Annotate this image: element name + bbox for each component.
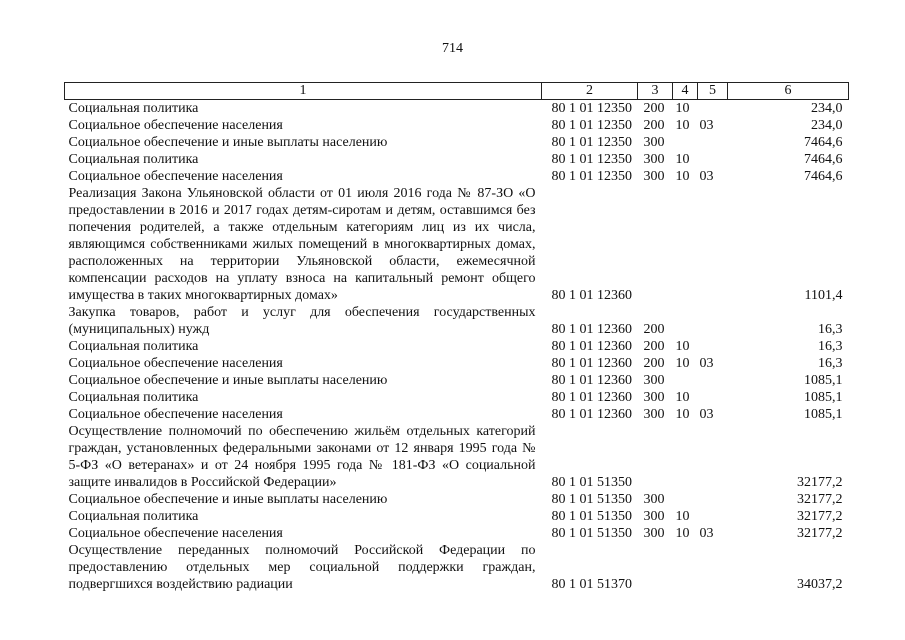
row-subsection: 03 bbox=[699, 526, 714, 541]
row-amount: 7464,6 bbox=[804, 169, 843, 184]
row-section: 10 bbox=[675, 339, 690, 354]
row-amount: 16,3 bbox=[818, 322, 843, 337]
row-section bbox=[673, 304, 698, 338]
row-section bbox=[673, 134, 698, 151]
row-subsection bbox=[698, 134, 728, 151]
row-target-code: 80 1 01 12350 bbox=[551, 152, 632, 167]
table-row bbox=[65, 338, 849, 355]
header-col-5: 5 bbox=[698, 83, 728, 100]
row-amount: 234,0 bbox=[811, 101, 843, 116]
row-target-code: 80 1 01 12360 bbox=[551, 390, 632, 405]
row-amount: 1101,4 bbox=[804, 288, 843, 303]
table-header bbox=[65, 83, 849, 100]
row-section: 10 bbox=[675, 356, 690, 371]
row-amount: 7464,6 bbox=[804, 135, 843, 150]
row-expense-type bbox=[638, 185, 673, 304]
row-name: Закупка товаров, работ и услуг для обеспечения государственных (муниципальных) нужд bbox=[68, 305, 536, 337]
row-target-code: 80 1 01 51370 bbox=[551, 577, 632, 592]
page-number: 714 bbox=[442, 41, 463, 56]
table-row bbox=[65, 372, 849, 389]
row-section: 10 bbox=[675, 407, 690, 422]
table-row bbox=[65, 151, 849, 168]
header-col-6: 6 bbox=[728, 83, 849, 100]
row-expense-type: 200 bbox=[643, 356, 665, 371]
row-expense-type: 300 bbox=[643, 152, 665, 167]
budget-table bbox=[64, 82, 849, 593]
table-row bbox=[65, 406, 849, 423]
table-row bbox=[65, 542, 849, 593]
header-col-4: 4 bbox=[673, 83, 698, 100]
row-amount: 32177,2 bbox=[797, 526, 843, 541]
row-name: Социальное обеспечение и иные выплаты населению bbox=[68, 492, 388, 507]
row-subsection bbox=[698, 389, 728, 406]
row-target-code: 80 1 01 12350 bbox=[551, 135, 632, 150]
table-row bbox=[65, 525, 849, 542]
row-subsection: 03 bbox=[699, 356, 714, 371]
budget-table-container bbox=[64, 82, 848, 593]
row-expense-type: 300 bbox=[643, 492, 665, 507]
row-name: Социальная политика bbox=[68, 390, 199, 405]
row-subsection: 03 bbox=[699, 407, 714, 422]
row-amount: 16,3 bbox=[818, 356, 843, 371]
row-subsection bbox=[698, 542, 728, 593]
row-amount: 32177,2 bbox=[797, 475, 843, 490]
row-target-code: 80 1 01 51350 bbox=[551, 509, 632, 524]
row-expense-type: 200 bbox=[643, 322, 665, 337]
row-amount: 234,0 bbox=[811, 118, 843, 133]
row-name: Социальная политика bbox=[68, 152, 199, 167]
row-subsection bbox=[698, 491, 728, 508]
header-col-1: 1 bbox=[65, 83, 542, 100]
row-target-code: 80 1 01 51350 bbox=[551, 475, 632, 490]
row-section bbox=[673, 491, 698, 508]
row-name: Социальное обеспечение населения bbox=[68, 526, 283, 541]
table-row bbox=[65, 423, 849, 491]
row-section: 10 bbox=[675, 152, 690, 167]
row-subsection: 03 bbox=[699, 169, 714, 184]
table-row bbox=[65, 389, 849, 406]
row-section: 10 bbox=[675, 118, 690, 133]
row-name: Социальная политика bbox=[68, 339, 199, 354]
row-expense-type: 300 bbox=[643, 407, 665, 422]
row-target-code: 80 1 01 12360 bbox=[551, 322, 632, 337]
row-name: Социальное обеспечение и иные выплаты населению bbox=[68, 373, 388, 388]
table-row bbox=[65, 304, 849, 338]
table-row bbox=[65, 134, 849, 151]
row-target-code: 80 1 01 12360 bbox=[551, 339, 632, 354]
row-target-code: 80 1 01 12350 bbox=[551, 101, 632, 116]
row-subsection bbox=[698, 423, 728, 491]
row-amount: 1085,1 bbox=[804, 390, 843, 405]
row-section: 10 bbox=[675, 509, 690, 524]
row-subsection bbox=[698, 304, 728, 338]
row-name: Осуществление полномочий по обеспечению жильём отдельных категорий граждан, установленных федеральными законами от 12 января 1995 года № 5-ФЗ «О ветеранах» и от 24 ноября 1995 года № 181-ФЗ «О социальной защите инвалидов в Российской Федерации» bbox=[68, 424, 536, 490]
row-target-code: 80 1 01 12360 bbox=[551, 288, 632, 303]
row-name: Социальное обеспечение населения bbox=[68, 118, 283, 133]
row-target-code: 80 1 01 12360 bbox=[551, 356, 632, 371]
row-subsection bbox=[698, 185, 728, 304]
row-subsection bbox=[698, 508, 728, 525]
row-subsection bbox=[698, 100, 728, 118]
row-amount: 32177,2 bbox=[797, 492, 843, 507]
row-amount: 1085,1 bbox=[804, 407, 843, 422]
row-section: 10 bbox=[675, 526, 690, 541]
table-row bbox=[65, 491, 849, 508]
row-expense-type: 300 bbox=[643, 390, 665, 405]
row-target-code: 80 1 01 12350 bbox=[551, 118, 632, 133]
row-name: Социальное обеспечение населения bbox=[68, 356, 283, 371]
row-section: 10 bbox=[675, 169, 690, 184]
header-col-3: 3 bbox=[638, 83, 673, 100]
row-target-code: 80 1 01 51350 bbox=[551, 526, 632, 541]
row-subsection bbox=[698, 151, 728, 168]
row-section: 10 bbox=[675, 101, 690, 116]
row-expense-type: 300 bbox=[643, 509, 665, 524]
row-expense-type bbox=[638, 423, 673, 491]
row-subsection: 03 bbox=[699, 118, 714, 133]
table-row bbox=[65, 508, 849, 525]
row-expense-type: 300 bbox=[643, 373, 665, 388]
row-expense-type: 300 bbox=[643, 135, 665, 150]
row-amount: 7464,6 bbox=[804, 152, 843, 167]
row-expense-type: 200 bbox=[643, 101, 665, 116]
table-row bbox=[65, 168, 849, 185]
table-body bbox=[65, 100, 849, 594]
row-section bbox=[673, 372, 698, 389]
row-name: Реализация Закона Ульяновской области от 01 июля 2016 года № 87-ЗО «О предоставлении в 2016 и 2017 годах детям-сиротам и детям, оставшимся без попечения родителей, а также отдельным категориям лиц из их числа, являющимся собственниками жилых помещений в многоквартирных домах, расположенных на территории Ульяновской области, ежемесячной компенсации расходов на уплату взноса на капитальный ремонт общего имущества в таких многоквартирных домах» bbox=[68, 186, 536, 303]
row-name: Социальное обеспечение и иные выплаты населению bbox=[68, 135, 388, 150]
row-subsection bbox=[698, 372, 728, 389]
table-row bbox=[65, 117, 849, 134]
row-amount: 16,3 bbox=[818, 339, 843, 354]
row-amount: 34037,2 bbox=[797, 577, 843, 592]
row-section: 10 bbox=[675, 390, 690, 405]
row-target-code: 80 1 01 12360 bbox=[551, 407, 632, 422]
row-expense-type: 300 bbox=[643, 526, 665, 541]
header-col-2: 2 bbox=[542, 83, 638, 100]
header-row bbox=[65, 83, 849, 100]
row-target-code: 80 1 01 12360 bbox=[551, 373, 632, 388]
row-name: Осуществление переданных полномочий Российской Федерации по предоставлению отдельных мер социальной поддержки граждан, подвергшихся воздействию радиации bbox=[68, 543, 536, 592]
row-name: Социальное обеспечение населения bbox=[68, 169, 283, 184]
row-expense-type: 200 bbox=[643, 339, 665, 354]
table-row bbox=[65, 100, 849, 118]
row-expense-type bbox=[638, 542, 673, 593]
table-row bbox=[65, 185, 849, 304]
row-name: Социальная политика bbox=[68, 101, 199, 116]
row-name: Социальная политика bbox=[68, 509, 199, 524]
row-section bbox=[673, 542, 698, 593]
row-amount: 32177,2 bbox=[797, 509, 843, 524]
table-row bbox=[65, 355, 849, 372]
row-target-code: 80 1 01 12350 bbox=[551, 169, 632, 184]
row-expense-type: 200 bbox=[643, 118, 665, 133]
row-target-code: 80 1 01 51350 bbox=[551, 492, 632, 507]
row-subsection bbox=[698, 338, 728, 355]
row-name: Социальное обеспечение населения bbox=[68, 407, 283, 422]
row-section bbox=[673, 423, 698, 491]
row-amount: 1085,1 bbox=[804, 373, 843, 388]
row-expense-type: 300 bbox=[643, 169, 665, 184]
row-section bbox=[673, 185, 698, 304]
